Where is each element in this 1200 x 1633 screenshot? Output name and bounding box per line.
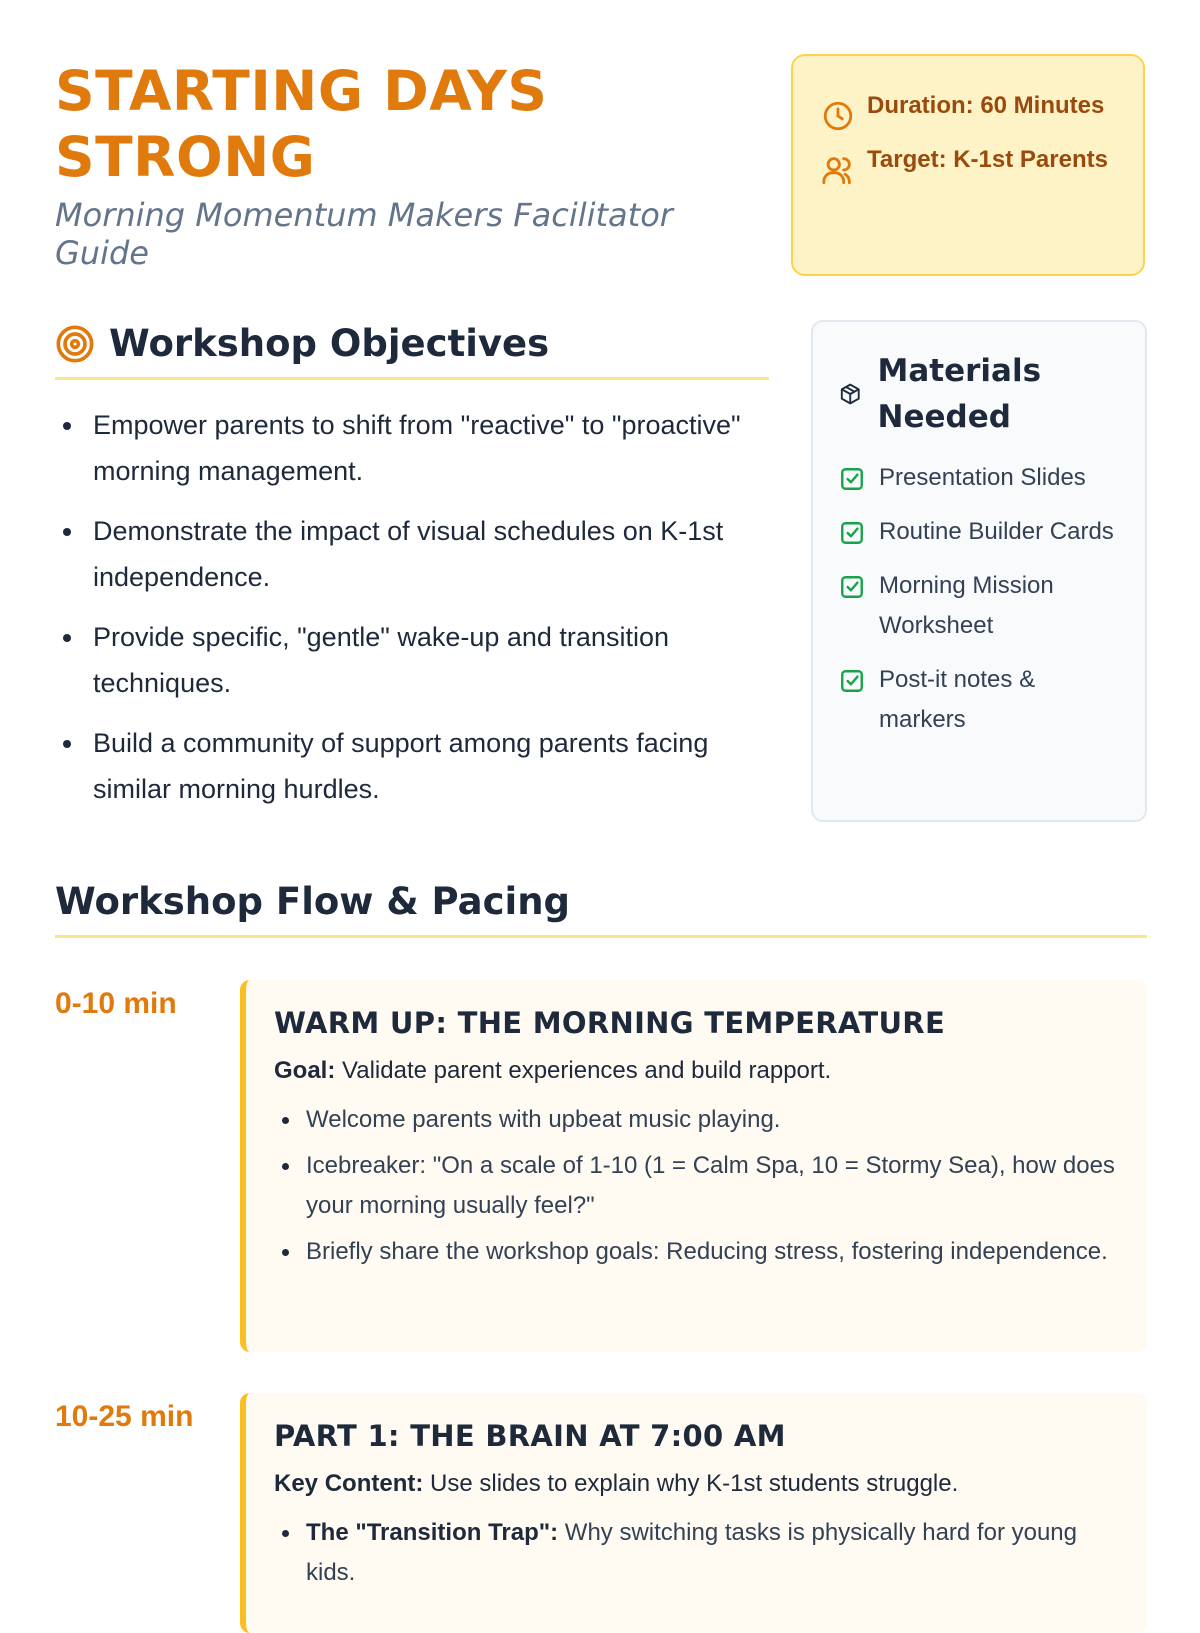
objectives-section bbox=[55, 322, 769, 826]
phase-bullet: Icebreaker: "On a scale of 1-10 (1 = Calm Spa, 10 = Stormy Sea), how does your morning usually feel?" bbox=[274, 1146, 1117, 1226]
checkbox-checked-icon bbox=[839, 574, 865, 600]
materials-heading: Materials Needed bbox=[877, 353, 1042, 435]
phase-lead-label: Goal: bbox=[274, 1057, 336, 1084]
package-icon bbox=[839, 380, 862, 408]
checkbox-checked-icon bbox=[839, 668, 865, 694]
flow-header bbox=[55, 880, 1147, 938]
phase-bullet: Welcome parents with upbeat music playing. bbox=[274, 1100, 1117, 1140]
duration-row bbox=[821, 86, 1123, 136]
phase-lead bbox=[274, 1054, 1117, 1088]
material-label: Routine Builder Cards bbox=[879, 518, 1114, 545]
page-title: STARTING DAYS STRONG bbox=[55, 59, 548, 189]
workshop-info-box bbox=[791, 54, 1145, 276]
phase-time: 0-10 min bbox=[55, 987, 177, 1020]
phase-bullets bbox=[274, 1513, 1117, 1593]
objective-item: Empower parents to shift from "reactive" to "proactive" morning management. bbox=[55, 402, 769, 494]
objective-item: Build a community of support among parents facing similar morning hurdles. bbox=[55, 720, 769, 812]
objectives-header bbox=[55, 322, 769, 380]
phase-time: 10-25 min bbox=[55, 1400, 194, 1433]
phase-title: WARM UP: THE MORNING TEMPERATURE bbox=[274, 1006, 946, 1040]
phase-bullets bbox=[274, 1100, 1117, 1272]
objectives-heading: Workshop Objectives bbox=[109, 322, 550, 365]
phase-lead bbox=[274, 1467, 1117, 1501]
target-text: Target: K-1st Parents bbox=[867, 146, 1108, 173]
phase-lead-text: Use slides to explain why K-1st students struggle. bbox=[423, 1470, 959, 1497]
phase-lead-text: Validate parent experiences and build rapport. bbox=[335, 1057, 832, 1084]
material-item bbox=[839, 566, 1125, 646]
material-item bbox=[839, 512, 1125, 552]
phase-lead-label: Key Content: bbox=[274, 1470, 424, 1497]
materials-box bbox=[811, 320, 1147, 822]
material-label: Presentation Slides bbox=[879, 464, 1086, 491]
material-label: Post-it notes & markers bbox=[879, 666, 1036, 733]
phase-bullet-label: The "Transition Trap": bbox=[306, 1519, 559, 1546]
checkbox-checked-icon bbox=[839, 466, 865, 492]
target-icon bbox=[55, 324, 95, 364]
duration-text: Duration: 60 Minutes bbox=[867, 92, 1105, 119]
material-item bbox=[839, 660, 1125, 740]
objective-item: Provide specific, "gentle" wake-up and transition techniques. bbox=[55, 614, 769, 706]
phase-bullet bbox=[274, 1513, 1117, 1593]
phase-bullet-text: Why switching tasks is physically hard for young kids. bbox=[306, 1519, 1077, 1586]
flow-section bbox=[55, 880, 1147, 1586]
flow-heading: Workshop Flow & Pacing bbox=[55, 880, 571, 923]
target-row bbox=[821, 140, 1123, 190]
page-subtitle: Morning Momentum Makers Facilitator Guide bbox=[55, 196, 673, 272]
phase-card bbox=[240, 1393, 1147, 1633]
users-icon bbox=[821, 150, 855, 190]
material-item bbox=[839, 458, 1125, 498]
checkbox-checked-icon bbox=[839, 520, 865, 546]
phase-title: PART 1: THE BRAIN AT 7:00 AM bbox=[274, 1419, 786, 1453]
phase-card bbox=[240, 980, 1147, 1352]
materials-header bbox=[839, 348, 1125, 440]
phase-bullet: Briefly share the workshop goals: Reducing stress, fostering independence. bbox=[274, 1232, 1117, 1272]
materials-list bbox=[839, 458, 1125, 740]
objectives-list bbox=[55, 402, 769, 812]
objective-item: Demonstrate the impact of visual schedules on K-1st independence. bbox=[55, 508, 769, 600]
clock-icon bbox=[821, 96, 855, 136]
material-label: Morning Mission Worksheet bbox=[879, 572, 1054, 639]
header bbox=[55, 58, 775, 272]
